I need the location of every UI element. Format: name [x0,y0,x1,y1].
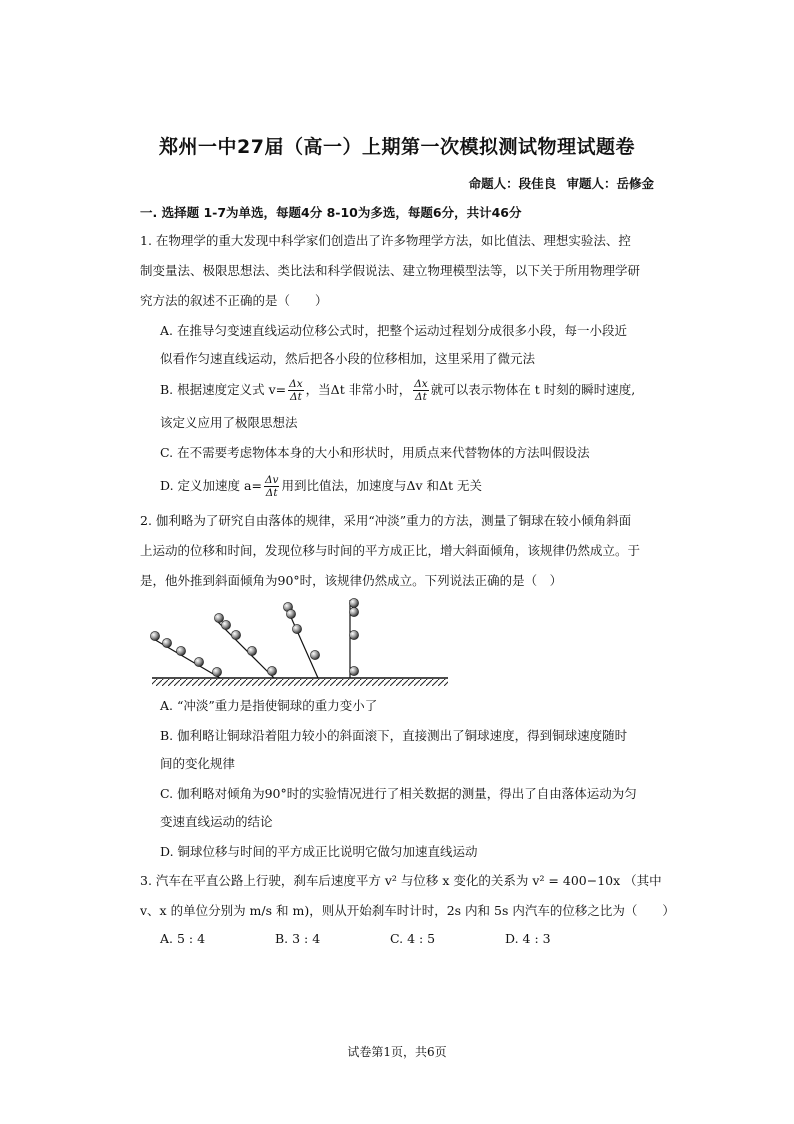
q1-option-d [160,474,660,499]
q2-option-a: A. “冲淡”重力是指使铜球的重力变小了 [160,698,378,713]
reviewer-label: 审题人：岳修金 [566,176,654,191]
q2-option-b-line-1: B. 伽利略让铜球沿着阻力较小的斜面滚下，直接测出了铜球速度，得到铜球速度随时 [160,728,628,743]
q1-stem-line-3: 究方法的叙述不正确的是（ ） [140,293,328,308]
q3-option-d: D. 4 : 3 [505,931,551,946]
incline-1 [150,631,221,678]
q1-b-prefix: B. 根据速度定义式 v= [160,382,287,397]
q1-d-suffix: 用到比值法，加速度与Δv 和Δt 无关 [281,478,483,493]
q1-stem-line-1: 1. 在物理学的重大发现中科学家们创造出了许多物理学方法，如比值法、理想实验法、控 [140,233,631,248]
authors-line [463,174,654,192]
q1-option-a-line-1: A. 在推导匀变速直线运动位移公式时，把整个运动过程划分成很多小段，每一小段近 [160,323,627,338]
page-footer: 试卷第1页，共6页 [347,1045,447,1059]
q3-option-b: B. 3 : 4 [275,931,321,946]
fraction-denominator: Δt [415,391,427,403]
fraction-numerator: Δx [289,378,303,390]
q1-option-b-line-2: 该定义应用了极限思想法 [160,415,298,430]
fraction-denominator: Δt [290,391,302,403]
ground [152,678,448,686]
fraction-numerator: Δv [264,474,279,486]
q3-stem-line-1: 3. 汽车在平直公路上行驶，刹车后速度平方 v² 与位移 x 变化的关系为 v² = 400−10x （其中 [140,873,662,888]
q2-stem-line-1: 2. 伽利略为了研究自由落体的规律，采用“冲淡”重力的方法，测量了铜球在较小倾角斜面 [140,513,632,528]
q2-option-c-line-2: 变速直线运动的结论 [160,814,273,829]
q1-stem-line-2: 制变量法、极限思想法、类比法和科学假说法、建立物理模型法等，以下关于所用物理学研 [140,263,641,278]
incline-3 [283,602,319,678]
fraction-denominator: Δt [265,487,278,499]
q2-option-b-line-2: 间的变化规律 [160,756,236,771]
galileo-incline-figure [150,596,450,690]
q1-b-middle: ，当Δt 非常小时， [305,382,412,397]
q1-b-suffix: 就可以表示物体在 t 时刻的瞬时速度, [430,382,636,397]
q1-option-a-line-2: 似看作匀速直线运动，然后把各小段的位移相加，这里采用了微元法 [160,351,536,366]
setter-label: 命题人：段佳良 [468,176,557,191]
q2-option-d: D. 铜球位移与时间的平方成正比说明它做匀加速直线运动 [160,844,478,859]
page-title: 郑州一中27届（高一）上期第一次模拟测试物理试题卷 [159,136,635,158]
q3-stem-line-2: v、x 的单位分别为 m/s 和 m)，则从开始刹车时计时，2s 内和 5s 内汽车的位移之比为（ ） [140,903,675,918]
incline-2 [214,613,276,678]
q2-option-c-line-1: C. 伽利略对倾角为90°时的实验情况进行了相关数据的测量，得出了自由落体运动为匀 [160,786,637,801]
incline-4-vertical [349,598,358,678]
q1-option-b-line-1 [160,378,660,403]
fraction-dx-dt-2 [413,378,429,403]
fraction-numerator: Δx [414,378,428,390]
q1-d-prefix: D. 定义加速度 a= [160,478,262,493]
fraction-dv-dt [264,474,280,499]
q2-stem-line-2: 上运动的位移和时间，发现位移与时间的平方成正比，增大斜面倾角，该规律仍然成立。于 [140,543,641,558]
q1-option-c: C. 在不需要考虑物体本身的大小和形状时，用质点来代替物体的方法叫假设法 [160,445,590,460]
q2-stem-line-3: 是，他外推到斜面倾角为90°时，该规律仍然成立。下列说法正确的是（ ） [140,573,563,588]
q3-options [160,931,620,946]
q3-option-a: A. 5 : 4 [160,931,206,946]
fraction-dx-dt [288,378,304,403]
q3-option-c: C. 4 : 5 [390,931,436,946]
section-heading: 一. 选择题 1-7为单选，每题4分 8-10为多选，每题6分，共计46分 [140,205,522,220]
